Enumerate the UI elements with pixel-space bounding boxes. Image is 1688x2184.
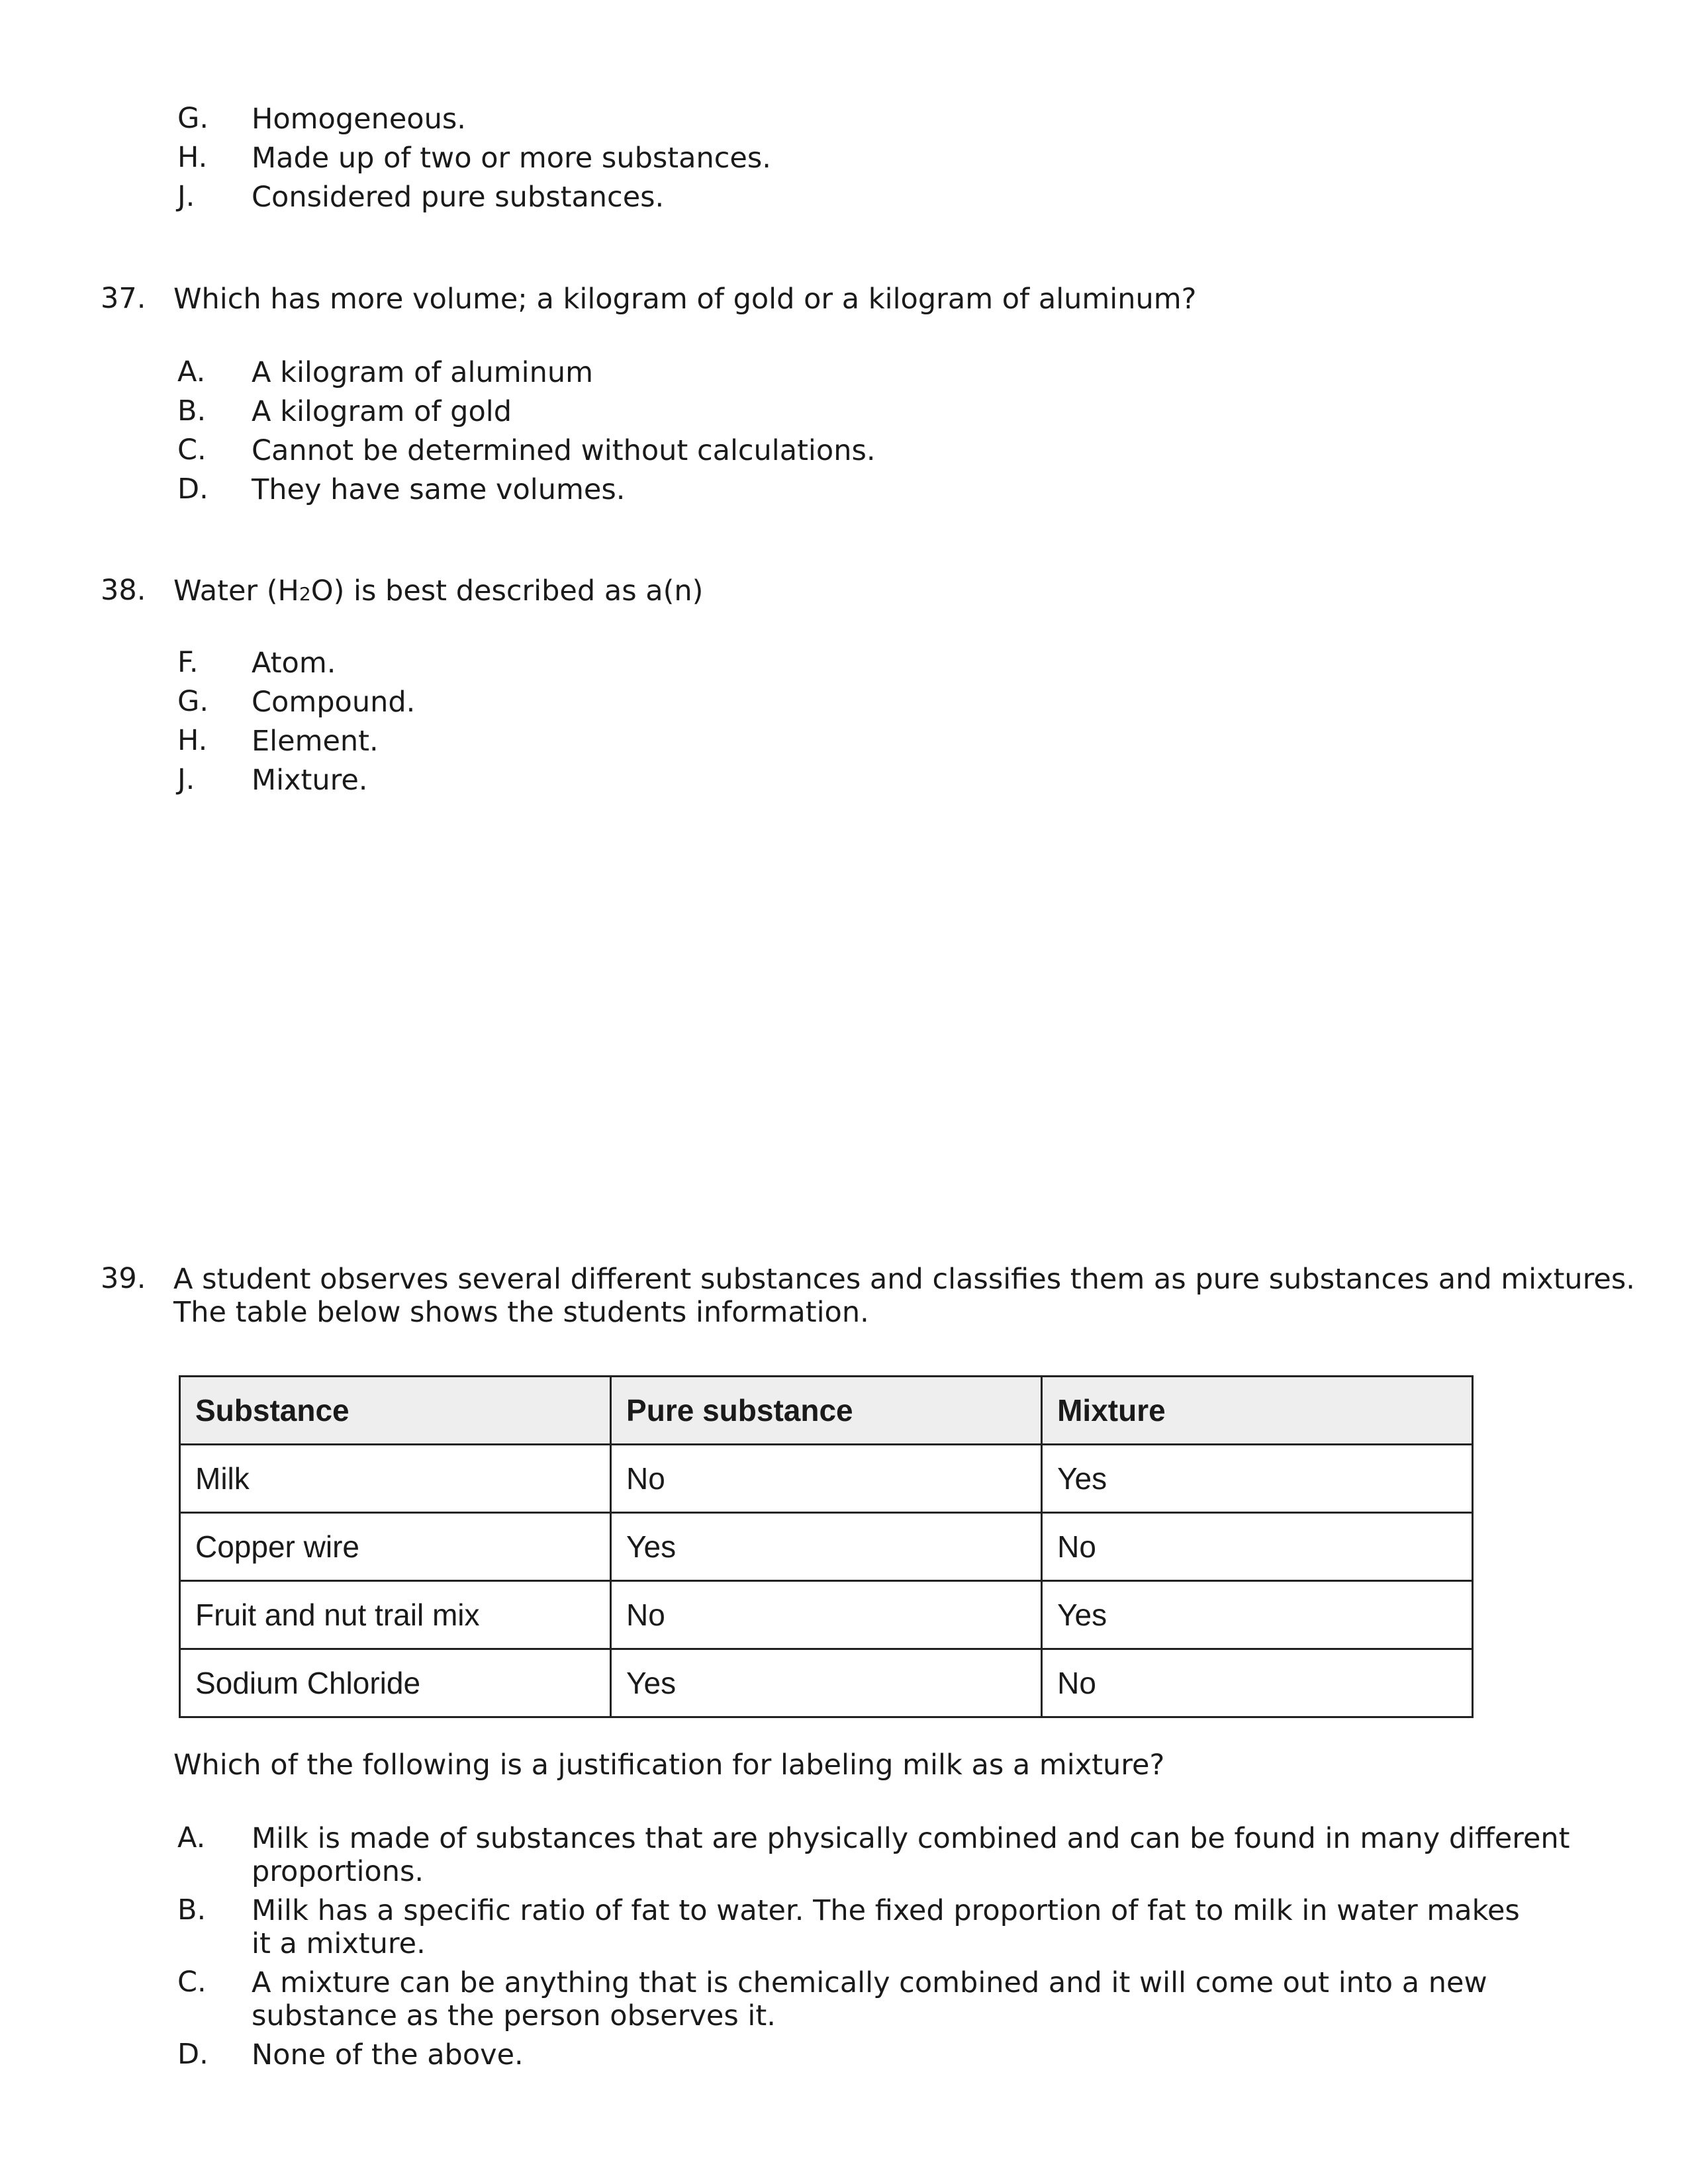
option-text: A kilogram of aluminum — [252, 356, 593, 389]
table-header-row — [180, 1377, 1473, 1445]
option-letter: C. — [177, 1966, 207, 1999]
question-number: 39. — [101, 1262, 146, 1295]
table-cell: No — [1042, 1513, 1473, 1581]
option-text-line2: it a mixture. — [252, 1927, 426, 1960]
option-text: Atom. — [252, 647, 336, 680]
table-cell: Fruit and nut trail mix — [180, 1581, 611, 1649]
option-letter: D. — [177, 473, 209, 506]
table-cell: Copper wire — [180, 1513, 611, 1581]
option-letter: G. — [177, 685, 209, 718]
question-text-line2: The table below shows the students information. — [173, 1296, 869, 1329]
option-text-line2: proportions. — [252, 1855, 424, 1888]
table-cell: No — [1042, 1649, 1473, 1717]
table-row — [180, 1581, 1473, 1649]
table-cell: Milk — [180, 1445, 611, 1513]
option-letter: A. — [177, 355, 206, 388]
question-text: Which has more volume; a kilogram of gold or a kilogram of aluminum? — [173, 283, 1197, 316]
table-cell: No — [611, 1445, 1042, 1513]
option-text: Compound. — [252, 686, 416, 719]
option-letter: C. — [177, 433, 207, 467]
table-cell: Yes — [611, 1649, 1042, 1717]
option-text-line1: None of the above. — [252, 2038, 524, 2071]
table-row — [180, 1513, 1473, 1581]
option-text: A kilogram of gold — [252, 395, 512, 428]
option-letter: H. — [177, 141, 208, 174]
question-text-line1: A student observes several different substances and classifies them as pure substances and mixtures. — [173, 1263, 1635, 1296]
option-text-line2: substance as the person observes it. — [252, 1999, 776, 2032]
header-substance: Substance — [180, 1377, 611, 1445]
question-text-part: O) is best described as a(n) — [310, 574, 704, 608]
table-cell: Yes — [1042, 1445, 1473, 1513]
question-text — [173, 574, 703, 611]
table-row — [180, 1649, 1473, 1717]
option-text-line1: Milk has a specific ratio of fat to water. The fixed proportion of fat to milk in water makes — [252, 1894, 1520, 1927]
header-mixture: Mixture — [1042, 1377, 1473, 1445]
option-text: Mixture. — [252, 764, 368, 797]
option-text: Element. — [252, 725, 379, 758]
option-letter: H. — [177, 724, 208, 757]
option-text: Homogeneous. — [252, 103, 466, 136]
table-cell: Yes — [1042, 1581, 1473, 1649]
question-number: 38. — [101, 574, 146, 607]
option-text: Made up of two or more substances. — [252, 142, 771, 175]
substance-table — [179, 1375, 1474, 1718]
option-text: Considered pure substances. — [252, 181, 665, 214]
option-letter: A. — [177, 1821, 206, 1854]
table-cell: Yes — [611, 1513, 1042, 1581]
option-letter: B. — [177, 394, 207, 428]
table-row — [180, 1445, 1473, 1513]
option-letter: J. — [177, 763, 195, 796]
option-letter: B. — [177, 1893, 207, 1927]
option-text-line1: A mixture can be anything that is chemically combined and it will come out into a new — [252, 1966, 1487, 1999]
option-text: They have same volumes. — [252, 473, 626, 506]
question-text-part: Water (H — [173, 574, 299, 608]
question-number: 37. — [101, 282, 146, 315]
header-pure-substance: Pure substance — [611, 1377, 1042, 1445]
option-text: Cannot be determined without calculations. — [252, 434, 876, 467]
option-letter: D. — [177, 2038, 209, 2071]
option-letter: J. — [177, 180, 195, 213]
subscript-2: 2 — [299, 583, 311, 605]
followup-question: Which of the following is a justification for labeling milk as a mixture? — [173, 1749, 1165, 1782]
option-text-line1: Milk is made of substances that are physically combined and can be found in many different — [252, 1822, 1570, 1855]
option-letter: G. — [177, 102, 209, 135]
option-letter: F. — [177, 646, 199, 679]
table-cell: Sodium Chloride — [180, 1649, 611, 1717]
table-cell: No — [611, 1581, 1042, 1649]
